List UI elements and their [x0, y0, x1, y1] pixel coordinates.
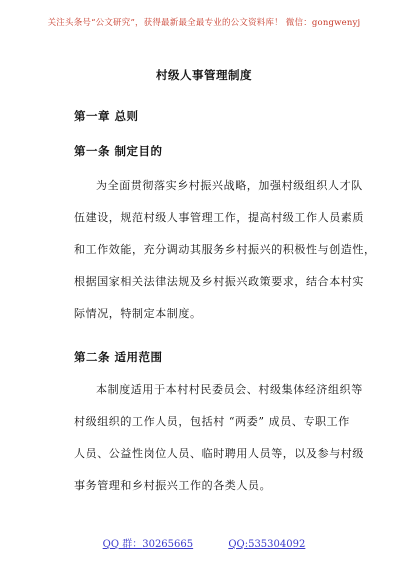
- chapter-heading: 第一章 总则: [74, 109, 139, 123]
- footer-contact: [0, 535, 408, 550]
- document-title: 村级人事管理制度: [156, 68, 252, 82]
- article-1-paragraph: [74, 170, 376, 330]
- article-1-heading: 第一条 制定目的: [74, 144, 163, 158]
- paragraph-line: 人员、公益性岗位人员、临时聘用人员等，以及参与村级: [74, 447, 364, 460]
- paragraph-line: 事务管理和乡村振兴工作的各类人员。: [74, 479, 272, 492]
- qq-group-contact[interactable]: [103, 535, 193, 550]
- paragraph-line: 际情况，特制定本制度。: [74, 307, 202, 320]
- qq-group-label: QQ 群：: [102, 539, 143, 550]
- article-2-heading: 第二条 适用范围: [74, 350, 163, 364]
- paragraph-line: 本制度适用于本村村民委员会、村级集体经济组织等: [96, 383, 363, 396]
- paragraph-line: 村级组织的工作人员，包括村 “两委” 成员、专职工作: [74, 415, 350, 428]
- qq-number: 535304092: [248, 539, 306, 550]
- qq-group-number: 30265665: [142, 539, 194, 550]
- paragraph-line: 和工作效能，充分调动其服务乡村振兴的积极性与创造性，: [74, 243, 376, 256]
- paragraph-line: 根据国家相关法律法规及乡村振兴政策要求，结合本村实: [74, 275, 364, 288]
- paragraph-line: 为全面贯彻落实乡村振兴战略，加强村级组织人才队: [96, 179, 363, 192]
- qq-label: QQ:: [228, 539, 249, 550]
- article-2-paragraph: [74, 374, 364, 502]
- paragraph-line: 伍建设，规范村级人事管理工作，提高村级工作人员素质: [74, 211, 364, 224]
- header-promo-note: 关注头条号“公文研究”，获得最新最全最专业的公文资料库！ 微信：gongwenyj: [47, 18, 361, 28]
- qq-contact[interactable]: [228, 539, 305, 550]
